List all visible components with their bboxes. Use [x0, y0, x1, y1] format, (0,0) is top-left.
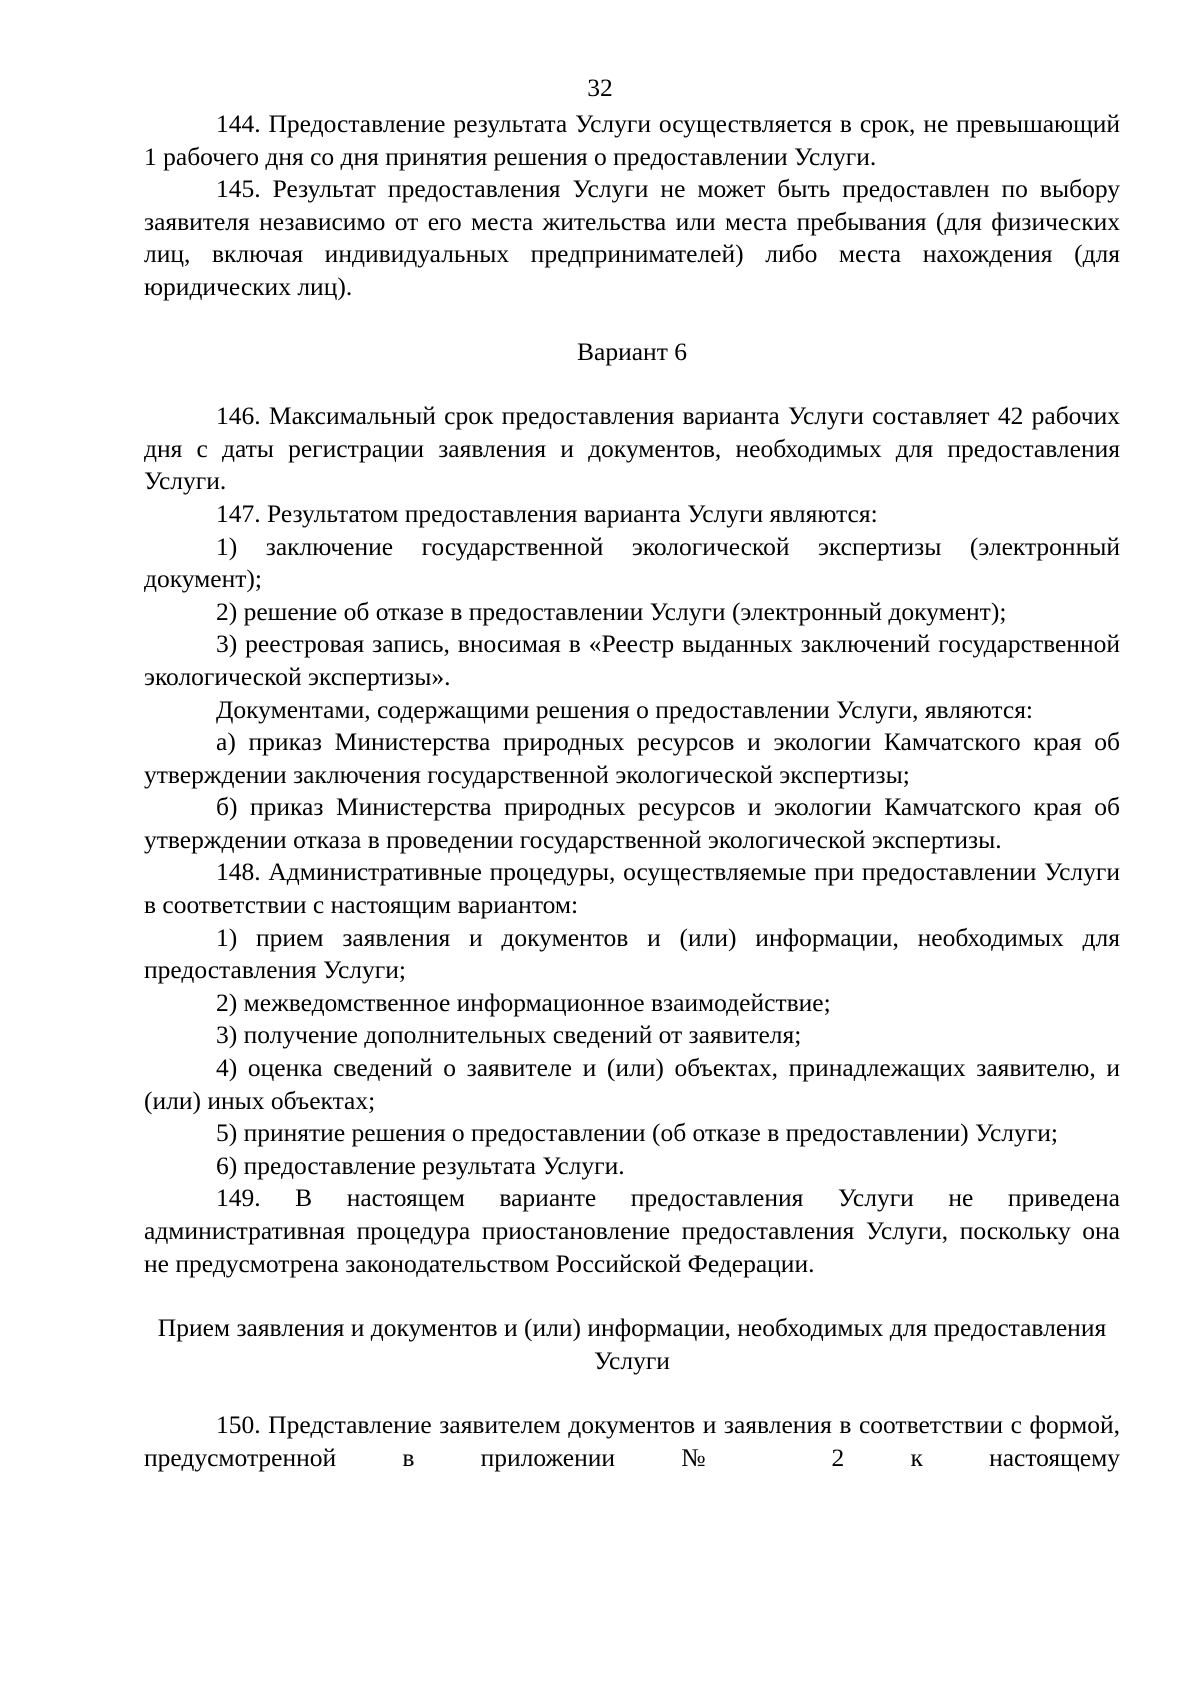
paragraph-decision-documents: Документами, содержащими решения о предоставлении Услуги, являются:	[216, 694, 1034, 724]
list-item-147-3: 3) реестровая запись, вносимая в «Реестр выданных заключений государственной экологической экспертизы».	[144, 629, 1120, 691]
list-item-148-4: 4) оценка сведений о заявителе и (или) объектах, принадлежащих заявителю, и (или) иных объектах;	[144, 1053, 1120, 1115]
spacer	[144, 1280, 1120, 1312]
list-item-147-1: 1) заключение государственной экологической экспертизы (электронный документ);	[144, 531, 1120, 594]
document-body	[144, 108, 1120, 1475]
paragraph-148: 148. Административные процедуры, осуществляемые при предоставлении Услуги в соответствии с настоящим вариантом:	[144, 857, 1120, 920]
spacer	[144, 1377, 1120, 1409]
paragraph-147: 147. Результатом предоставления варианта Услуги являются:	[216, 498, 878, 528]
list-item-148-5: 5) принятие решения о предоставлении (об отказе в предоставлении) Услуги;	[216, 1118, 1058, 1148]
list-item-decision-b: б) приказ Министерства природных ресурсов и экологии Камчатского края об утверждении отказа в проведении государственной экологической экспертизы.	[144, 792, 1120, 854]
paragraph-150: 150. Представление заявителем документов и заявления в соответствии с формой, предусмотренной в приложении № 2 к настоящему	[144, 1410, 1120, 1472]
section-heading-variant-6: Вариант 6	[577, 336, 687, 366]
paragraph-144: 144. Предоставление результата Услуги осуществляется в срок, не превышающий 1 рабочего дня со дня принятия решения о предоставлении Услуги.	[144, 109, 1120, 171]
paragraph-146: 146. Максимальный срок предоставления варианта Услуги составляет 42 рабочих дня с даты регистрации заявления и документов, необходимых для предоставления Услуги.	[144, 401, 1120, 496]
spacer	[144, 304, 1120, 336]
paragraph-145: 145. Результат предоставления Услуги не может быть предоставлен по выбору заявителя независимо от его места жительства или места пребывания (для физических лиц, включая индивидуальных предпринимателей) либо места нахождения (для юридических лиц).	[144, 174, 1120, 301]
list-item-148-3: 3) получение дополнительных сведений от заявителя;	[216, 1020, 802, 1050]
list-item-decision-a: а) приказ Министерства природных ресурсов и экологии Камчатского края об утверждении заключения государственной экологической экспертизы;	[144, 727, 1120, 789]
paragraph-149: 149. В настоящем варианте предоставления Услуги не приведена административная процедура приостановление предоставления Услуги, поскольку она не предусмотрена законодательством Российской Федерации.	[144, 1183, 1120, 1278]
list-item-148-1: 1) прием заявления и документов и (или) информации, необходимых для предоставления Услуги;	[144, 922, 1120, 985]
list-item-148-2: 2) межведомственное информационное взаимодействие;	[216, 987, 831, 1017]
spacer	[144, 368, 1120, 400]
list-item-148-6: 6) предоставление результата Услуги.	[216, 1150, 625, 1180]
list-item-147-2: 2) решение об отказе в предоставлении Услуги (электронный документ);	[216, 596, 1007, 626]
page-number: 32	[587, 73, 613, 102]
section-heading-application-intake: Прием заявления и документов и (или) информации, необходимых для предоставления Услуги	[157, 1313, 1107, 1375]
